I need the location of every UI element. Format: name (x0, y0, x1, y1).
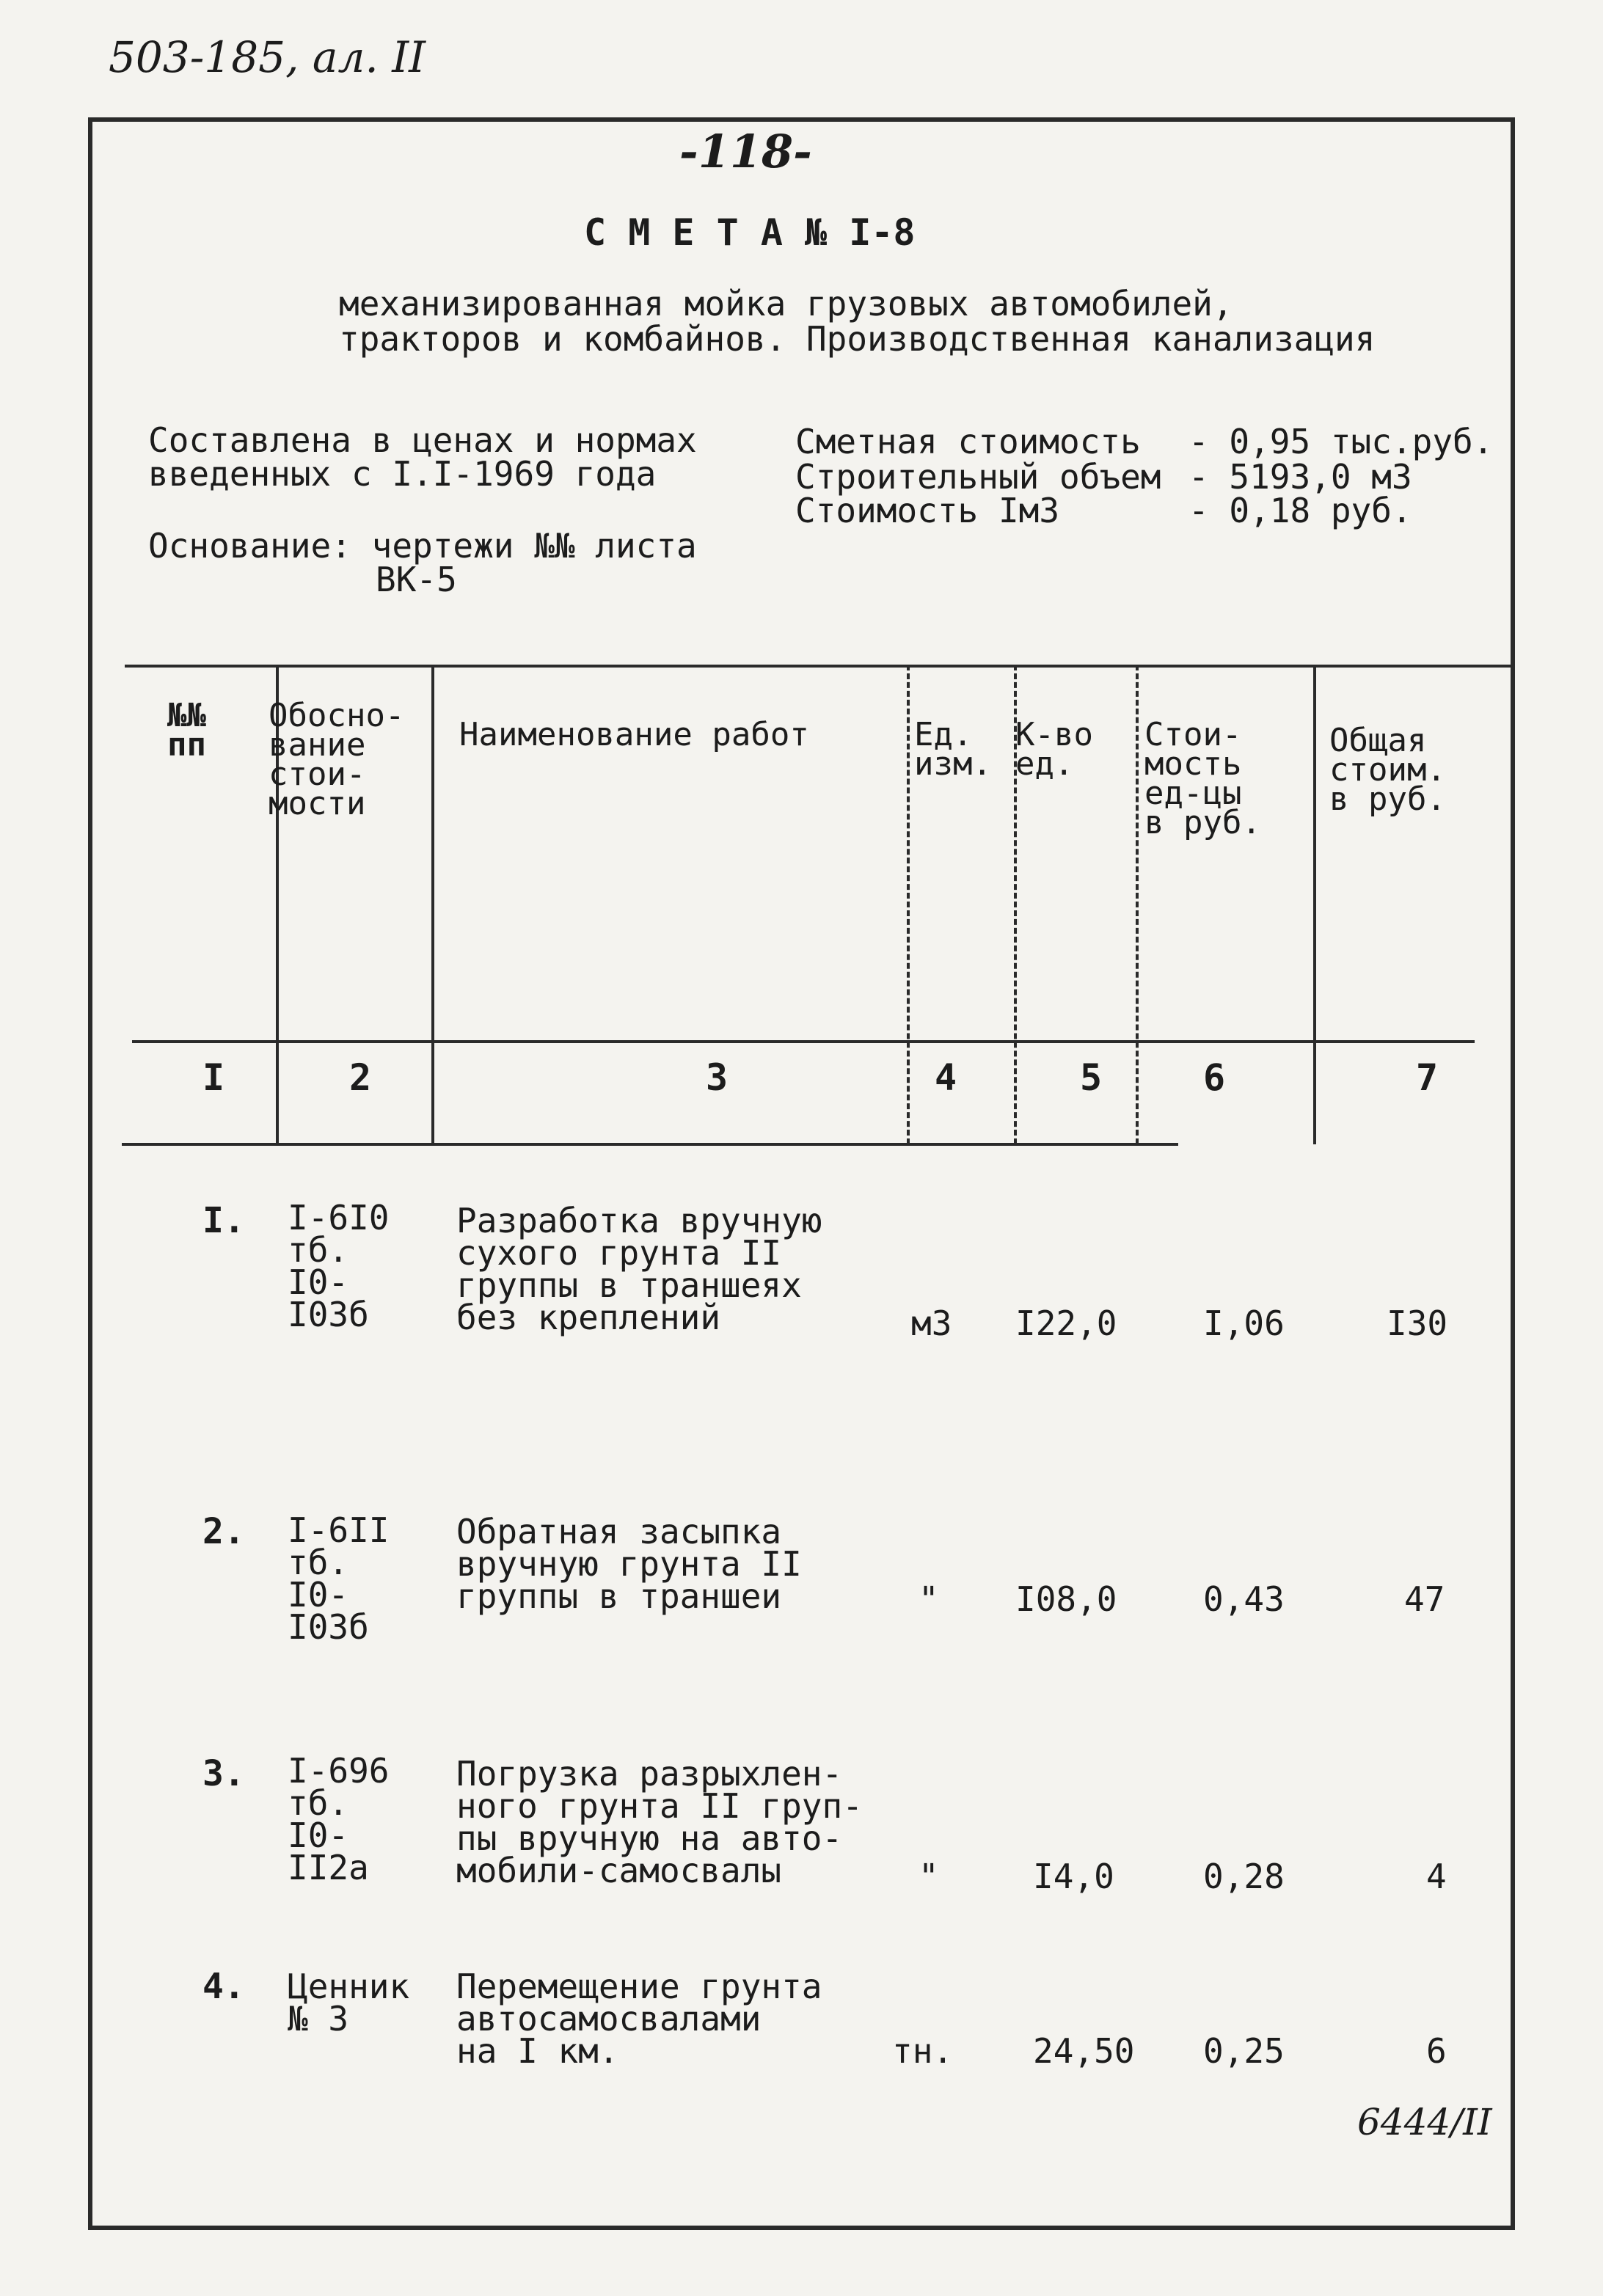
row-2-work-name: Обратная засыпка вручную грунта II группы в траншеи (456, 1512, 802, 1616)
row-4-work-name: Перемещение грунта автосамосвалами на I км. (456, 1967, 822, 2071)
header-work-name: Наименование работ (459, 716, 809, 753)
row-4-quantity: 24,50 (1033, 2031, 1135, 2071)
basis-line-1: Основание: чертежи №№ листа (148, 526, 697, 566)
row-4-number: 4. (202, 1966, 245, 2007)
header-total-cost: Общая стоим. в руб. (1329, 722, 1446, 818)
row-4-unit-cost: 0,25 (1203, 2031, 1285, 2071)
col-divider-6 (1313, 665, 1316, 1144)
subtitle-line-1: механизированная мойка грузовых автомобилей, (339, 284, 1233, 323)
estimated-cost-value: - 0,95 тыс.руб. (1188, 422, 1494, 461)
prices-line-1: Составлена в ценах и нормах (148, 420, 697, 460)
table-colnum-rule (122, 1143, 1178, 1146)
subtitle-line-2: тракторов и комбайнов. Производственная канализация (339, 319, 1376, 359)
col-number-3: 3 (706, 1056, 729, 1099)
document-title: С М Е Т А № I-8 (584, 211, 916, 254)
row-4-basis: Ценник № 3 (288, 1967, 410, 2039)
unit-cost-label: Стоимость Iм3 (795, 491, 1060, 530)
col-number-4: 4 (935, 1056, 957, 1099)
row-3-total: 4 (1426, 1857, 1447, 1896)
header-basis: Обосно- вание стои- мости (269, 697, 405, 822)
basis-line-2: ВК-5 (376, 560, 457, 599)
col-number-7: 7 (1416, 1056, 1439, 1099)
col-divider-2 (431, 665, 434, 1144)
prices-line-2: введенных с I.I-1969 года (148, 454, 657, 494)
row-1-number: I. (202, 1200, 245, 1241)
row-1-work-name: Разработка вручную сухого грунта II группы в траншеях без креплений (456, 1201, 822, 1337)
row-3-unit: " (919, 1857, 939, 1896)
header-unit: Ед. изм. (914, 716, 992, 783)
col-divider-3 (907, 665, 910, 1144)
row-3-unit-cost: 0,28 (1203, 1857, 1285, 1896)
row-1-quantity: I22,0 (1015, 1304, 1117, 1343)
bottom-reference: 6444/II (1357, 2101, 1492, 2143)
table-top-rule (125, 665, 1515, 668)
unit-cost-value: - 0,18 руб. (1188, 491, 1412, 530)
page-number: -118- (679, 125, 812, 178)
col-divider-5 (1136, 665, 1139, 1144)
building-volume-value: - 5193,0 м3 (1188, 457, 1412, 497)
header-quantity: К-во ед. (1015, 716, 1093, 783)
building-volume-label: Строительный объем (795, 457, 1161, 497)
estimated-cost-label: Сметная стоимость (795, 422, 1141, 461)
row-1-total: I30 (1387, 1304, 1448, 1343)
table-header-rule (132, 1040, 1475, 1043)
header-unit-cost: Стои- мость ед-цы в руб. (1144, 716, 1261, 841)
row-4-total: 6 (1426, 2031, 1447, 2071)
row-2-number: 2. (202, 1511, 245, 1552)
row-3-number: 3. (202, 1753, 245, 1794)
row-2-quantity: I08,0 (1015, 1579, 1117, 1619)
row-3-work-name: Погрузка разрыхлен- ного грунта II груп- пы вручную на авто- мобили-самосвалы (456, 1754, 863, 1890)
col-number-2: 2 (349, 1056, 372, 1099)
row-2-basis: I-6II тб. I0- I03б (288, 1510, 390, 1647)
col-number-1: I (202, 1056, 225, 1099)
row-2-unit: " (919, 1579, 939, 1619)
row-3-basis: I-696 тб. I0- II2а (288, 1751, 390, 1887)
row-2-total: 47 (1404, 1579, 1445, 1619)
col-number-6: 6 (1203, 1056, 1226, 1099)
row-3-quantity: I4,0 (1033, 1857, 1114, 1896)
row-1-unit: м3 (911, 1304, 952, 1343)
row-2-unit-cost: 0,43 (1203, 1579, 1285, 1619)
row-4-unit: тн. (892, 2031, 954, 2071)
col-number-5: 5 (1080, 1056, 1103, 1099)
row-1-basis: I-6I0 тб. I0- I03б (288, 1198, 390, 1334)
header-number: №№ пп (167, 697, 206, 764)
row-1-unit-cost: I,06 (1203, 1304, 1285, 1343)
corner-reference: 503-185, ал. II (109, 32, 426, 82)
